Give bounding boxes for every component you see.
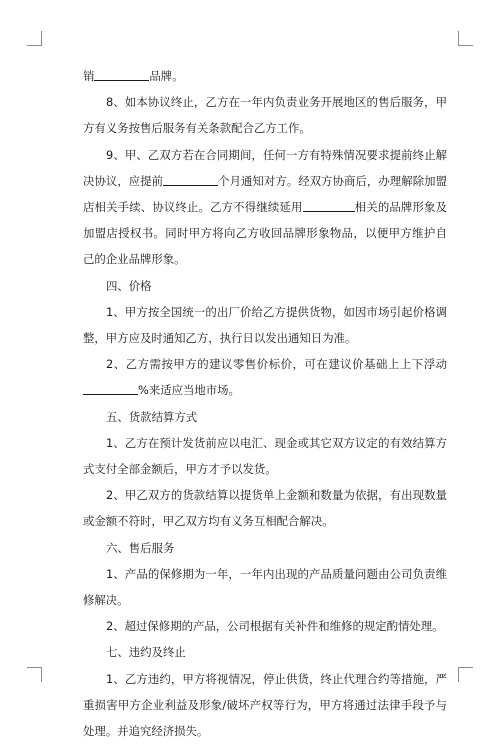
paragraph-breach-1: 1、乙方违约，甲方将视情况，停止供货，终止代理合约等措施，严重损害甲方企业利益及形象/破坏产权等行为，甲方将通过法律手段予与处理。并追究经济损失。 <box>83 671 447 739</box>
paragraph-after-sales-2: 2、超过保修期的产品，公司根据有关补件和维修的规定酌情处理。 <box>106 619 444 634</box>
paragraph-payment-2: 2、甲乙双方的货款结算以提货单上金额和数量为依据，有出现数量或金额不符时，甲乙双方均有义务互相配合解决。 <box>83 488 447 529</box>
section-heading-breach: 七、违约及终止 <box>106 645 186 660</box>
text-segment: 相关的品牌形象及加盟店授权书。同时甲方将向乙方收回品牌形象物品，以便甲方维护自己的企业品牌形象。 <box>83 200 447 267</box>
crop-mark-bottom-left <box>27 667 42 682</box>
document-body <box>83 63 447 744</box>
paragraph-price-2 <box>83 351 447 403</box>
paragraph-brand-line <box>83 63 447 89</box>
text-segment: 2、乙方需按甲方的建议零售价标价，可在建议价基础上上下浮动 <box>106 357 447 372</box>
text-segment: %来适应当地市场。 <box>138 383 240 398</box>
paragraph-after-sales-1: 1、产品的保修期为一年，一年内出现的产品质量问题由公司负责维修解决。 <box>83 566 447 608</box>
paragraph-clause-8: 8、如本协议终止，乙方在一年内负责业务开展地区的售后服务，甲方有义务按售后服务有关条款配合乙方工作。 <box>83 95 447 136</box>
text-segment: 个月通知对方。经双方协商后，办理解除加盟店相关手续、协议终止。乙方不得继续延用 <box>83 173 447 215</box>
fill-in-blank <box>94 70 149 81</box>
paragraph-price-1: 1、甲方按全国统一的出厂价给乙方提供货物，如因市场引起价格调整，甲方应及时通知乙方，执行日以发出通知日为准。 <box>83 304 447 346</box>
paragraph-payment-1: 1、乙方在预计发货前应以电汇、现金或其它双方议定的有效结算方式支付全部金额后，甲方才予以发货。 <box>83 435 447 477</box>
fill-in-blank <box>163 175 218 186</box>
crop-mark-bottom-right <box>458 667 473 682</box>
crop-mark-top-left <box>27 31 42 46</box>
paragraph-clause-9 <box>83 142 447 273</box>
text-segment: 9、甲、乙双方若在合同期间，任何一方有特殊情况要求提前终止解决协议，应提前 <box>83 147 447 188</box>
fill-in-blank <box>303 201 355 212</box>
section-heading-payment: 五、货款结算方式 <box>106 409 198 424</box>
crop-mark-top-right <box>458 31 473 46</box>
section-heading-after-sales: 六、售后服务 <box>106 540 175 555</box>
text-segment: 销 <box>83 69 95 83</box>
section-heading-price: 四、价格 <box>106 278 152 293</box>
fill-in-blank <box>83 384 138 395</box>
text-segment: 品牌。 <box>149 69 184 83</box>
